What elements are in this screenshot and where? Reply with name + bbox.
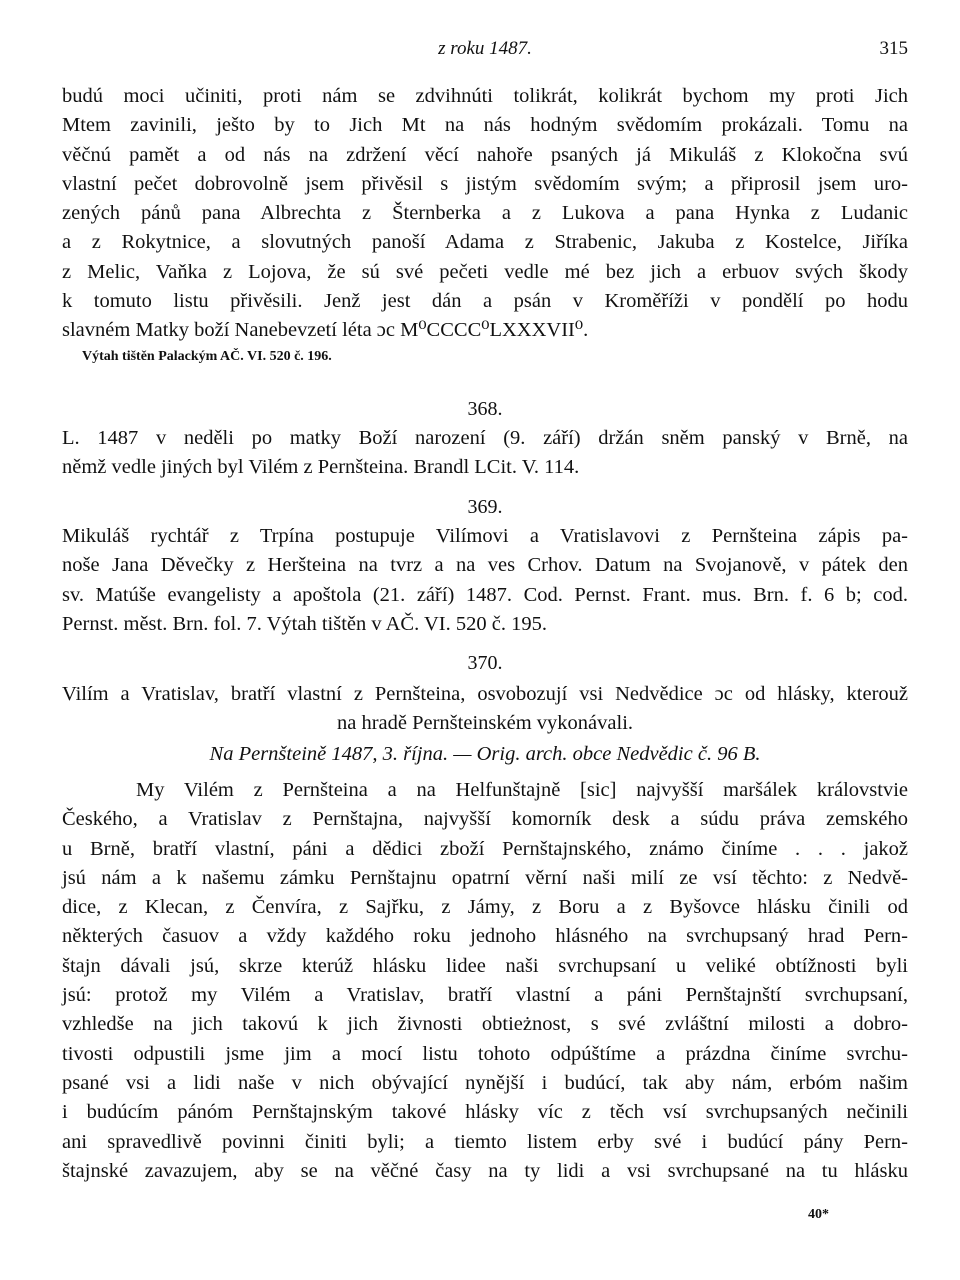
entry-number-370: 370. <box>467 652 503 674</box>
text-line: němž vedle jiných byl Vilém z Pernšteina. Brandl LCit. V. 114. <box>62 456 580 479</box>
text-line: L. 1487 v neděli po matky Boží narození (9. září) držán sněm panský v Brně, na <box>62 427 908 449</box>
text-line: některých časuov a vždy každého roku jednoho hlásného na svrchupsaný hrad Pern- <box>62 925 908 948</box>
regest-line: Vilím a Vratislav, bratří vlastní z Pernšteina, osvobozují vsi Nedvědice ɔc od hlásky, kterouž <box>62 683 908 705</box>
text-line: slavném Matky boží Nanebevzetí léta ɔc M⁰CCCC⁰LXXXVII⁰. <box>62 319 589 342</box>
page-header <box>62 38 908 62</box>
text-line: Mtem zavinili, ješto by to Jich Mt na nás hodným svědomím prokázali. Tomu na <box>62 114 908 137</box>
text-line: zených pánů pana Albrechta z Šternberka a z Lukova a pana Hynka z Ludanic <box>62 202 908 225</box>
page-number: 315 <box>879 38 908 59</box>
entry-370-text <box>62 776 908 1186</box>
continued-charter-text <box>62 82 908 368</box>
text-line: jsú nám a k našemu zámku Pernštajnu opatrní věrní naši milí ze vsí těchto: z Nedvě- <box>62 866 908 889</box>
text-line: Mikuláš rychtář z Trpína postupuje Vilímovi a Vratislavovi z Pernšteina zápis pa- <box>62 525 908 547</box>
text-line: tivosti odpustili jsme jim a mocí listu tohoto odpúštíme a prázdna činíme svrchu- <box>62 1042 908 1065</box>
text-line: Pernst. měst. Brn. fol. 7. Výtah tištěn v AČ. VI. 520 č. 195. <box>62 612 547 635</box>
text-line: jsú: protož my Vilém a Vratislav, bratří vlastní a páni Pernštajnští svrchupsaní, <box>62 984 908 1007</box>
signature-mark: 40* <box>808 1207 829 1222</box>
text-line: Českého, a Vratislav z Pernštajna, najvyšší komorník desk a súdu práva zemského <box>62 808 908 831</box>
entry-368-text <box>62 424 908 483</box>
entry-370-regest <box>62 680 908 739</box>
text-line: věčnú pamět a od nás na zdržení věcí nahoře psaných já Mikuláš z Klokočna svú <box>62 143 908 166</box>
print-note: Výtah tištěn Palackým AČ. VI. 520 č. 196. <box>82 348 332 364</box>
entry-369-text <box>62 522 908 639</box>
entry-number-368: 368. <box>467 398 503 420</box>
text-line: nošе Jana Děvečky z Heršteina na tvrz a na ves Crhov. Datum na Svojanově, v pátek den <box>62 554 908 577</box>
running-title: z roku 1487. <box>438 38 532 59</box>
text-line: štajnské zavazujem, aby se na věčné časy na ty lidi a vsi svrchupsané na tu hlásku <box>62 1159 908 1182</box>
text-line: štajn dávali jsú, skrze kterúž hlásku lidee naši svrchupsaní u veliké obtížnosti byli <box>62 954 908 977</box>
text-line: dice, z Klecan, z Čenvíra, z Sajřku, z Jámy, z Boru a z Byšovce hlásku činili od <box>62 896 908 919</box>
text-line: sv. Matúše evangelisty a apoštola (21. září) 1487. Cod. Pernst. Frant. mus. Brn. f. 6 b; cod. <box>62 583 908 606</box>
text-line: psané vsi a lidi naše v nich obývající nynější i budúcí, tak aby nám, erbóm našim <box>62 1071 908 1094</box>
entry-370-source <box>62 740 908 769</box>
text-line: ani spravedlivě povinni činiti byli; a tiemto listem erby své i budúcí pány Pern- <box>62 1130 908 1153</box>
text-line: vzhledše na jich takovú k jich živnosti obtieżnost, s své zvláštní milosti a dobro- <box>62 1013 908 1036</box>
regest-line: na hradě Pernšteinském vykonávali. <box>336 712 634 735</box>
text-line: budú moci učiniti, proti nám se zdvihnúti tolikrát, kolikrát bychom my proti Jich <box>62 85 908 107</box>
text-line: i budúcím pánóm Pernštajnským takové hlásky víc z těch vsí svrchupsaných nečinili <box>62 1101 908 1124</box>
text-line: z Melic, Vaňka z Lojova, že sú své pečeti vedle mé bez jich a erbuov svých škody <box>62 260 908 283</box>
text-line: k tomuto listu přivěsili. Jenž jest dán a psán v Kroměříži v pondělí po hodu <box>62 290 908 313</box>
entry-number-369: 369. <box>467 496 503 518</box>
source-line: Na Pernšteině 1487, 3. října. — Orig. arch. obce Nedvědic č. 96 B. <box>209 743 761 765</box>
text-line: a z Rokytnice, a slovutných panoší Adama z Strabenic, Jakuba z Kostelce, Jiříka <box>62 231 908 254</box>
text-line: My Vilém z Pernšteina a na Helfunštajně [sic] najvyšší maršálek královstvie <box>136 779 908 801</box>
text-line: u Brně, bratří vlastní, páni a dědici zboží Pernštajnského, známo činíme . . . jakož <box>62 837 908 860</box>
text-line: vlastní pečet dobrovolně jsem přivěsil s jistým svědomím svým; a připrosil jsem uro- <box>62 172 908 195</box>
